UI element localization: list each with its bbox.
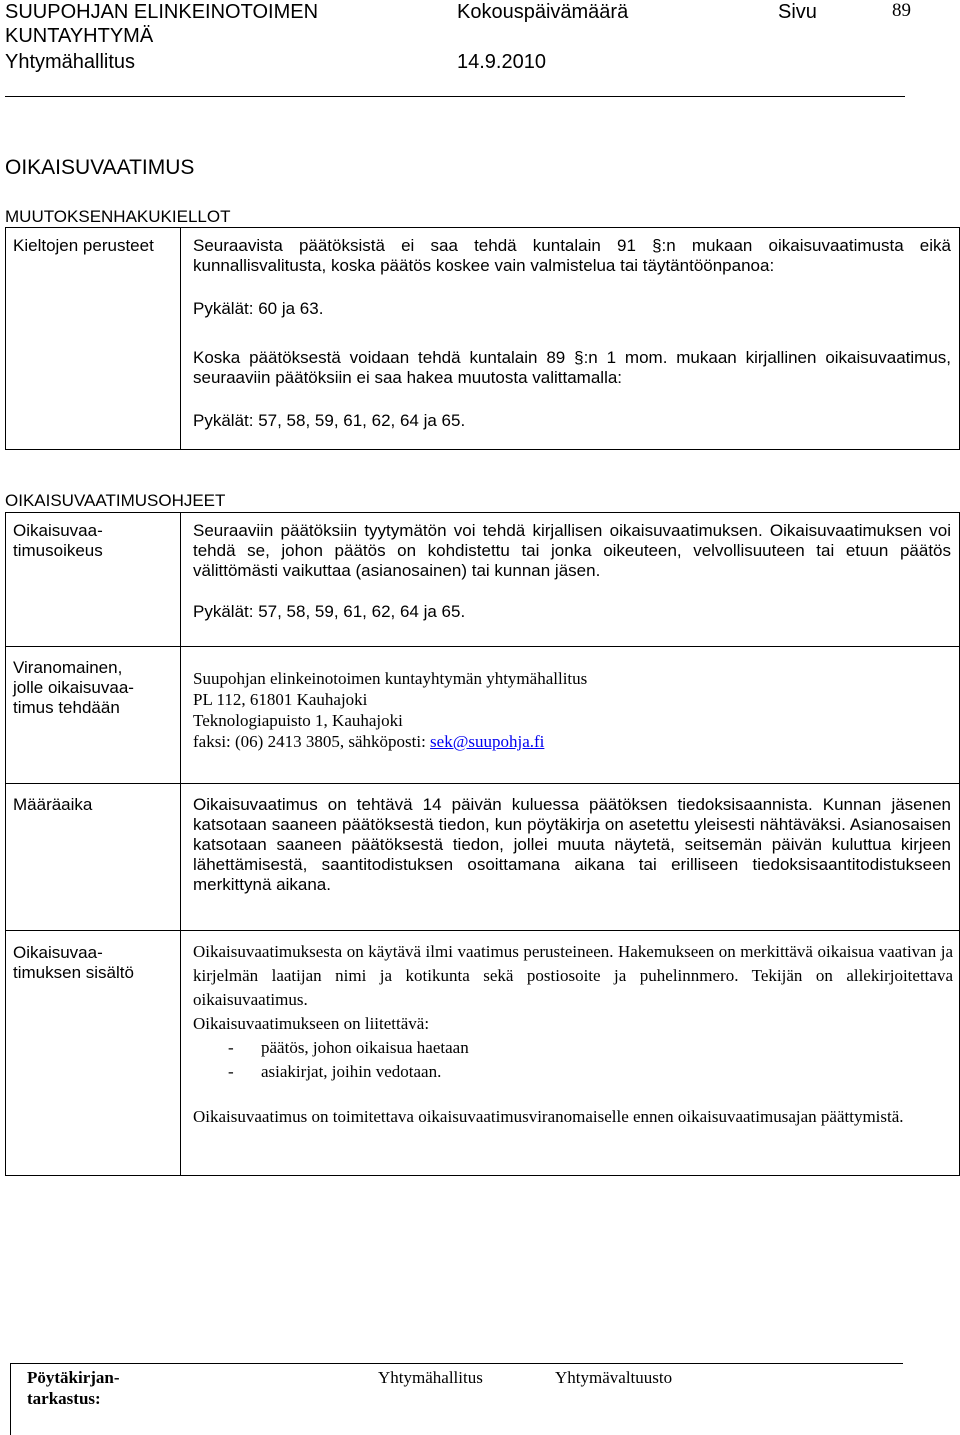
row-label-line: timus tehdään xyxy=(13,698,120,717)
table-border-left xyxy=(5,227,6,449)
check-label-line: tarkastus: xyxy=(27,1389,101,1408)
attachment-item-text: asiakirjat, joihin vedotaan. xyxy=(261,1062,442,1081)
table-column-divider xyxy=(180,227,181,449)
footer-rule xyxy=(10,1363,903,1364)
grounds-paragraph-2: Koska päätöksestä voidaan tehdä kuntalain 89 §:n 1 mom. mukaan kirjallinen oikaisuvaatimus, seuraaviin päätöksiin ei saa hakea muutosta valittamalla: xyxy=(193,348,951,387)
grounds-sections-1: Pykälät: 60 ja 63. xyxy=(193,299,324,318)
deadline-text: Oikaisuvaatimus on tehtävä 14 päivän kuluessa päätöksen tiedoksisaannista. Kunnan jäsenen katsotaan saaneen päätöksestä tiedon, kun pöytäkirja on asetettu yleisesti nähtäväksi. Asianosaisen katsotaan saaneen päätöksestä tiedon, jollei muuta näytetä, seitsemän päivän kuluttua kirjeen lähettämisestä, saantitodistuksen osoittamana aikana tai erilliseen tiedoksisaantitodistukseen merkittynä aikana. xyxy=(193,795,951,894)
section-heading-appeal-prohibitions: MUUTOKSENHAKUKIELLOT xyxy=(5,207,231,226)
list-item: - päätös, johon oikaisua haetaan xyxy=(228,1038,469,1057)
row-label-line: Viranomainen, xyxy=(13,658,123,677)
list-item: - asiakirjat, joihin vedotaan. xyxy=(228,1062,442,1081)
content-text: Oikaisuvaatimuksesta on käytävä ilmi vaatimus perusteineen. Hakemukseen on merkittävä oikaisua vaativan ja kirjelmän laatijan nimi ja kotikunta sekä postiosoite ja puhelinnmero. Tekijän on allekirjoitettava oikaisuvaatimus. xyxy=(193,942,953,1009)
attachment-item-text: päätös, johon oikaisua haetaan xyxy=(261,1038,469,1057)
row-label-right-to-appeal xyxy=(13,521,103,561)
row-label-line: timusoikeus xyxy=(13,541,103,560)
document-title: OIKAISUVAATIMUS xyxy=(5,156,195,179)
table-row-divider xyxy=(5,783,960,784)
row-label-line: jolle oikaisuvaa- xyxy=(13,678,134,697)
page-number: 89 xyxy=(892,0,911,21)
footer-column-board: Yhtymähallitus xyxy=(378,1368,483,1387)
row-label-line: Oikaisuvaa- xyxy=(13,521,103,540)
check-label-line: Pöytäkirjan- xyxy=(27,1368,120,1387)
authority-street: Teknologiapuisto 1, Kauhajoki xyxy=(193,711,403,730)
grounds-paragraph-1: Seuraavista päätöksistä ei saa tehdä kuntalain 91 §:n mukaan oikaisuvaatimusta eikä kunnallisvalitusta, koska päätös koskee vain valmistelua tai täytäntöönpanoa: xyxy=(193,236,951,275)
meeting-date: 14.9.2010 xyxy=(457,51,546,73)
table-border-top xyxy=(5,512,960,513)
table-border-top xyxy=(5,227,960,228)
row-label-content xyxy=(13,943,134,983)
header-rule xyxy=(5,96,905,97)
authority-name: Suupohjan elinkeinotoimen kuntayhtymän yhtymähallitus xyxy=(193,669,588,688)
org-name-line2: KUNTAYHTYMÄ xyxy=(5,25,154,47)
row-label-grounds: Kieltojen perusteet xyxy=(13,236,154,255)
row-label-line: timuksen sisältö xyxy=(13,963,134,982)
authority-contact xyxy=(193,731,587,752)
meeting-body: Yhtymähallitus xyxy=(5,51,136,73)
right-to-appeal-sections: Pykälät: 57, 58, 59, 61, 62, 64 ja 65. xyxy=(193,602,466,621)
table-border-left xyxy=(5,512,6,1175)
minutes-check-label xyxy=(27,1367,120,1409)
attachments-intro: Oikaisuvaatimukseen on liitettävä: xyxy=(193,1014,430,1033)
page-label: Sivu xyxy=(778,1,817,23)
email-link[interactable]: sek@suupohja.fi xyxy=(430,732,545,751)
table-border-bottom xyxy=(5,1175,960,1176)
footer-column-council: Yhtymävaltuusto xyxy=(555,1368,673,1387)
grounds-sections-2: Pykälät: 57, 58, 59, 61, 62, 64 ja 65. xyxy=(193,411,466,430)
footer-left-border xyxy=(10,1363,11,1435)
row-label-line: Oikaisuvaa- xyxy=(13,943,103,962)
table-column-divider xyxy=(180,512,181,1175)
row-label-authority xyxy=(13,658,134,718)
table-row-divider xyxy=(5,646,960,647)
right-to-appeal-text: Seuraaviin päätöksiin tyytymätön voi tehdä kirjallisen oikaisuvaatimuksen. Oikaisuvaatimuksen voi tehdä se, johon päätös on kohdistettu tai jonka oikeuteen, velvollisuuteen tai etuun päätös välittömästi vaikuttaa (asianosainen) tai kunnan jäsen. xyxy=(193,521,951,580)
table-row-divider xyxy=(5,930,960,931)
table-border-bottom xyxy=(5,449,960,450)
attachment-list xyxy=(228,1036,469,1084)
closing-text: Oikaisuvaatimus on toimitettava oikaisuvaatimusviranomaiselle ennen oikaisuvaatimusajan päättymistä. xyxy=(193,1107,904,1126)
fax-text: faksi: (06) 2413 3805, sähköposti: xyxy=(193,732,431,751)
authority-address xyxy=(193,668,587,752)
authority-po-box: PL 112, 61801 Kauhajoki xyxy=(193,690,368,709)
date-label: Kokouspäivämäärä xyxy=(457,1,629,23)
org-name-line1: SUUPOHJAN ELINKEINOTOIMEN xyxy=(5,1,319,23)
row-label-deadline: Määräaika xyxy=(13,795,93,814)
section-heading-appeal-instructions: OIKAISUVAATIMUSOHJEET xyxy=(5,491,226,510)
